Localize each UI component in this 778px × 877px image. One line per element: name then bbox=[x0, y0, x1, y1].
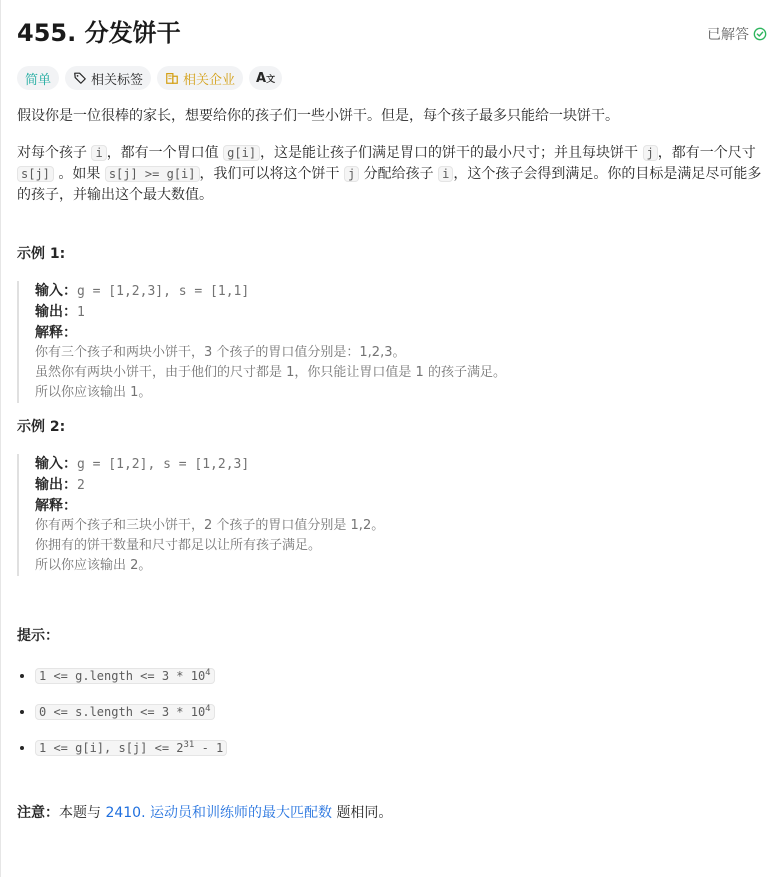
explain-label: 解释： bbox=[35, 498, 77, 514]
input-label: 输入： bbox=[35, 456, 77, 472]
hints-list bbox=[17, 663, 765, 759]
example-2-block bbox=[17, 454, 765, 576]
difficulty-tag[interactable] bbox=[17, 66, 59, 90]
inline-code: s[j] >= g[i] bbox=[105, 166, 200, 182]
inline-code: i bbox=[438, 166, 453, 182]
inline-code: j bbox=[643, 145, 658, 161]
building-icon bbox=[165, 71, 179, 85]
output-label: 输出： bbox=[35, 477, 77, 493]
related-companies-label: 相关企业 bbox=[183, 72, 236, 88]
input-label: 输入： bbox=[35, 283, 77, 299]
example-1-heading: 示例 1: bbox=[17, 246, 66, 262]
example-1-block bbox=[17, 281, 765, 403]
related-companies-tag[interactable] bbox=[157, 66, 243, 90]
related-topics-tag[interactable] bbox=[65, 66, 151, 90]
example-output: 2 bbox=[77, 478, 85, 493]
inline-code: s[j] bbox=[17, 166, 54, 182]
difficulty-label: 简单 bbox=[25, 72, 52, 88]
tag-icon bbox=[73, 71, 87, 85]
hint-item bbox=[35, 699, 765, 723]
inline-code: j bbox=[344, 166, 359, 182]
hint-code: 1 <= g.length <= $3 * 10^4$ bbox=[35, 668, 215, 684]
related-problem-link[interactable]: 2410. 运动员和训练师的最大匹配数 bbox=[105, 805, 332, 821]
output-label: 输出： bbox=[35, 304, 77, 320]
problem-page bbox=[1, 0, 778, 877]
example-output: 1 bbox=[77, 305, 85, 320]
hint-item bbox=[35, 735, 765, 759]
check-circle-icon bbox=[753, 27, 767, 41]
translate-button[interactable] bbox=[249, 66, 282, 90]
hint-code: 0 <= s.length <= $3 * 10^4$ bbox=[35, 704, 215, 720]
example-explanation-line: 所以你应该输出 2。 bbox=[35, 558, 152, 573]
example-input: g = [1,2], s = [1,2,3] bbox=[77, 457, 250, 472]
inline-code: i bbox=[91, 145, 106, 161]
hints-heading: 提示： bbox=[17, 628, 59, 644]
solved-status[interactable] bbox=[707, 24, 767, 44]
example-explanation-line: 你拥有的饼干数量和尺寸都足以让所有孩子满足。 bbox=[35, 538, 322, 553]
example-explanation-line: 你有三个孩子和两块小饼干，3 个孩子的胃口值分别是：1,2,3。 bbox=[35, 345, 406, 360]
example-explanation-line: 虽然你有两块小饼干，由于他们的尺寸都是 1，你只能让胃口值是 1 的孩子满足。 bbox=[35, 365, 506, 380]
example-explanation-line: 你有两个孩子和三块小饼干，2 个孩子的胃口值分别是 1,2。 bbox=[35, 518, 385, 533]
problem-description bbox=[17, 106, 765, 824]
example-input: g = [1,2,3], s = [1,1] bbox=[77, 284, 250, 299]
note-paragraph: 注意：本题与 2410. 运动员和训练师的最大匹配数 题相同。 bbox=[17, 805, 393, 821]
description-paragraph-2: 对每个孩子 i ，都有一个胃口值 g[i] ，这是能让孩子们满足胃口的饼干的最小尺寸；并且每块饼干 j ，都有一个尺寸 s[j] 。如果 s[j] >= g[i] ，我们可以将这个饼干 j 分配给孩子 i ，这个孩子会得到满足。你的目标是满足尽可能多的孩子，并输出这个最大数值。 bbox=[17, 145, 762, 203]
related-topics-label: 相关标签 bbox=[91, 72, 144, 88]
note-label: 注意： bbox=[17, 805, 59, 821]
hint-item bbox=[35, 663, 765, 687]
explain-label: 解释： bbox=[35, 325, 77, 341]
tag-bar bbox=[17, 66, 282, 90]
example-explanation-line: 所以你应该输出 1。 bbox=[35, 385, 152, 400]
problem-title: 455. 分发饼干 bbox=[17, 19, 181, 47]
inline-code: g[i] bbox=[223, 145, 260, 161]
problem-header bbox=[17, 16, 767, 50]
description-paragraph-1: 假设你是一位很棒的家长，想要给你的孩子们一些小饼干。但是，每个孩子最多只能给一块饼干。 bbox=[17, 108, 619, 124]
solved-label: 已解答 bbox=[707, 27, 749, 43]
hint-code: 1 <= g[i], $s[j] <= 2^{31} - 1$ bbox=[35, 740, 227, 756]
example-2-heading: 示例 2: bbox=[17, 419, 66, 435]
translate-icon: A 文 bbox=[256, 70, 276, 86]
